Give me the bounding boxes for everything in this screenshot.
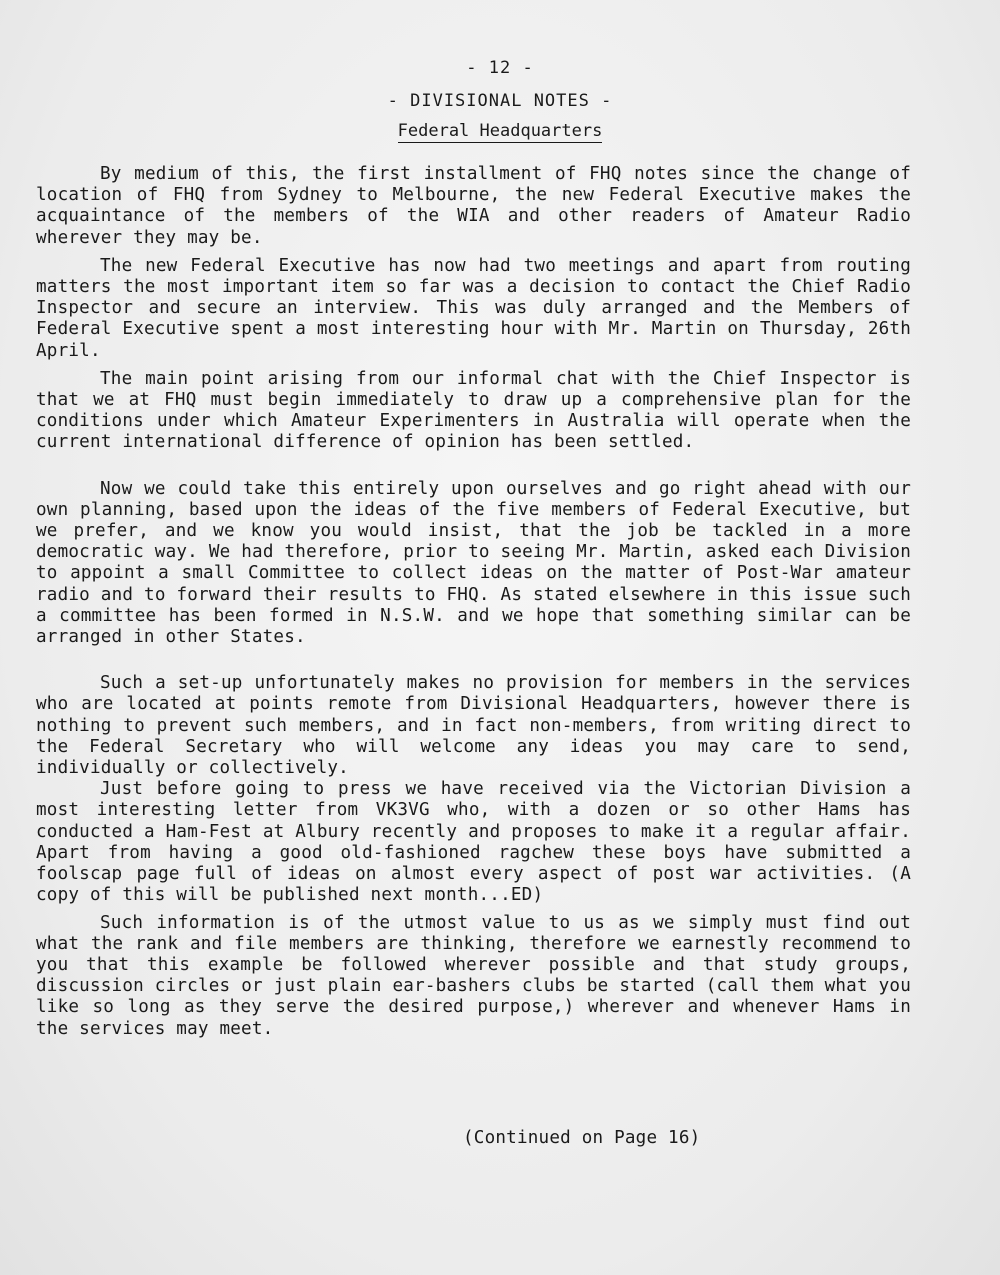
section-title: - DIVISIONAL NOTES - — [387, 91, 613, 111]
paragraph-7: Such information is of the utmost value to us as we simply must find out what the rank and file members are thinking, therefore we earnestly recommend to you that this example be followed wherever possible and that study groups, discussion circles or just plain ear-bashers clubs be started (call them what you like so long as they serve the desired purpose,) wherever and whenever Hams in the services may meet. — [36, 912, 911, 1039]
paragraph-2: The new Federal Executive has now had two meetings and apart from routing matters the most important item so far was a decision to contact the Chief Radio Inspector and secure an interview. This was duly arranged and the Members of Federal Executive spent a most interesting hour with Mr. Martin on Thursday, 26th April. — [36, 255, 911, 361]
paragraph-gap — [36, 648, 911, 673]
subtitle — [0, 121, 1000, 141]
paragraph-5: Such a set-up unfortunately makes no provision for members in the services who are located at points remote from Divisional Headquarters, however there is nothing to prevent such members, and in fact non-members, from writing direct to the Federal Secretary who will welcome any ideas you may care to send, individually or collectively. — [36, 673, 911, 779]
subtitle-text: Federal Headquarters — [397, 121, 603, 141]
paragraph-gap — [36, 362, 911, 369]
continued-note: (Continued on Page 16) — [463, 1128, 701, 1148]
article-body — [36, 164, 911, 1040]
page-number: - 12 - — [466, 58, 534, 78]
paragraph-4: Now we could take this entirely upon ourselves and go right ahead with our own planning, based upon the ideas of the five members of Federal Executive, but we prefer, and we know you would insist, that the job be tackled in a more democratic way. We had therefore, prior to seeing Mr. Martin, asked each Division to appoint a small Committee to collect ideas on the matter of Post-War amateur radio and to forward their results to FHQ. As stated elsewhere in this issue such a committee has been formed in N.S.W. and we hope that something similar can be arranged in other States. — [36, 478, 911, 648]
paragraph-gap — [36, 454, 911, 479]
paragraph-1: By medium of this, the first installment of FHQ notes since the change of location of FHQ from Sydney to Melbourne, the new Federal Executive makes the acquaintance of the members of the WIA and other readers of Amateur Radio wherever they may be. — [36, 164, 911, 248]
paragraph-6: Just before going to press we have received via the Victorian Division a most interesting letter from VK3VG who, with a dozen or so other Hams has conducted a Ham-Fest at Albury recently and proposes to make it a regular affair. Apart from having a good old-fashioned ragchew these boys have submitted a foolscap page full of ideas on almost every aspect of post war activities. (A copy of this will be published next month...ED) — [36, 779, 911, 906]
paragraph-3: The main point arising from our informal chat with the Chief Inspector is that we at FHQ must begin immediately to draw up a comprehensive plan for the conditions under which Amateur Experimenters in Australia will operate when the current international difference of opinion has been settled. — [36, 368, 911, 453]
paragraph-gap — [36, 249, 911, 256]
